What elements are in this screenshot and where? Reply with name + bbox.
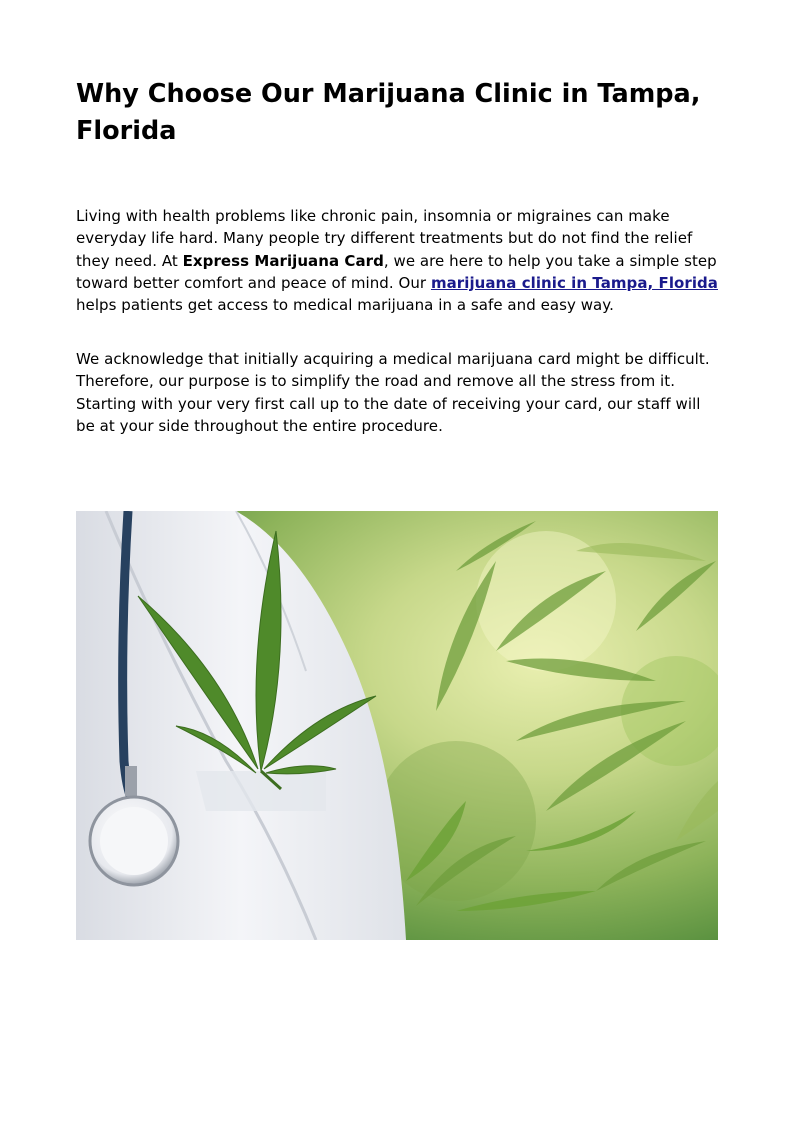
intro-text-continued: , we are here to help you take a simple step toward better comfort and peace of mind. Our: [76, 251, 717, 292]
intro-paragraph: [76, 205, 721, 316]
clinic-link[interactable]: marijuana clinic in Tampa, Florida: [430, 273, 718, 292]
intro-text: Living with health problems like chronic pain, insomnia or migraines can make everyday life hard. Many people try different treatments but do not find the relief they need. At: [76, 207, 693, 270]
intro-text-end: helps patients get access to medical marijuana in a safe and easy way.: [76, 296, 614, 315]
page-title: Why Choose Our Marijuana Clinic in Tampa, Florida: [76, 79, 701, 146]
brand-name: Express Marijuana Card: [182, 251, 384, 270]
process-paragraph: We acknowledge that initially acquiring a medical marijuana card might be difficult. Therefore, our purpose is to simplify the road and remove all the stress from it. Starting with your very first call up to the date of receiving your card, our staff will be at your side throughout the entire procedure.: [76, 350, 710, 435]
hero-image: [76, 511, 718, 940]
